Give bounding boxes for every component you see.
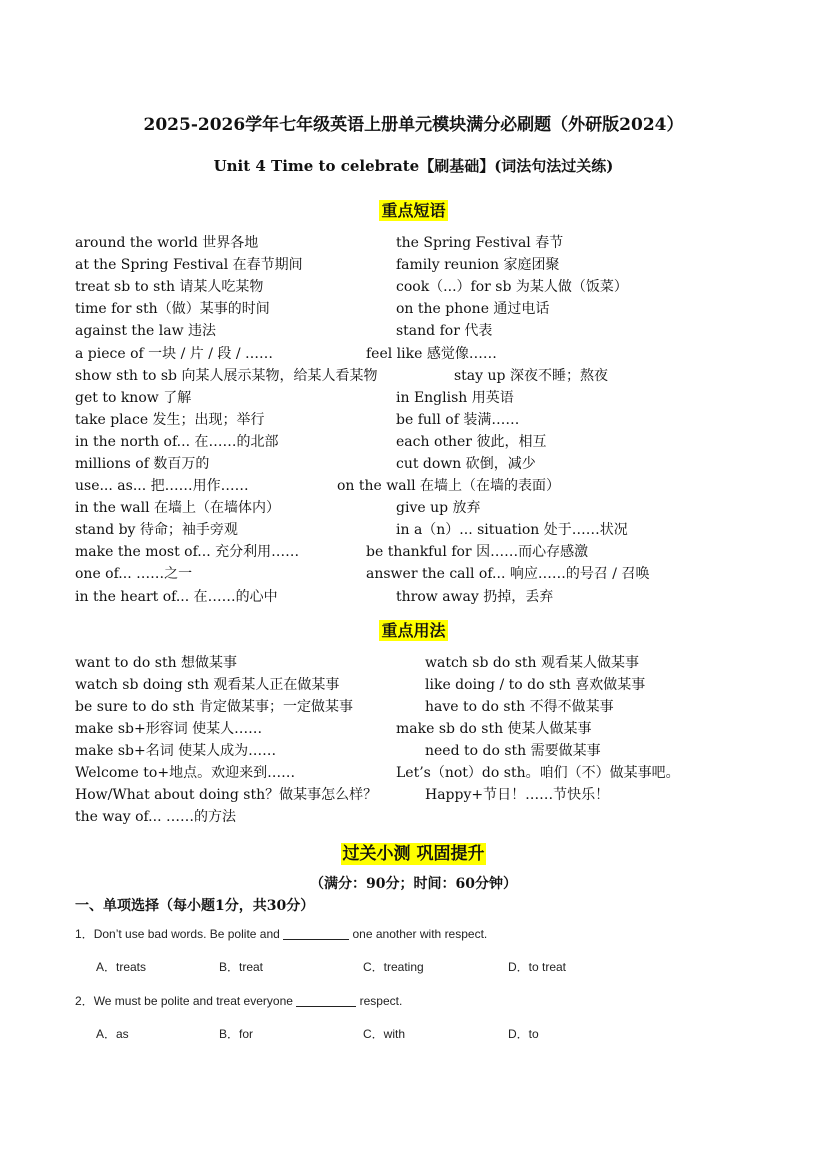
phrase-right: stand for 代表 bbox=[396, 323, 493, 339]
usage-left: want to do sth 想做某事 bbox=[75, 655, 238, 671]
phrase-right: be thankful for 因……而心存感激 bbox=[366, 544, 589, 560]
phrase-right: answer the call of... 响应……的号召 / 召唤 bbox=[366, 566, 650, 582]
question-1 bbox=[75, 925, 487, 942]
phrase-right: in a（n）... situation 处于……状况 bbox=[396, 522, 628, 538]
usage-left: How/What about doing sth？做某事怎么样？ bbox=[75, 787, 378, 803]
phrase-left: around the world 世界各地 bbox=[75, 235, 259, 251]
phrase-right: throw away 扔掉，丢弃 bbox=[396, 589, 554, 605]
phrase-left: make the most of... 充分利用…… bbox=[75, 544, 300, 560]
question-number: 1． bbox=[75, 927, 94, 941]
phrase-right: give up 放弃 bbox=[396, 500, 481, 516]
quiz-heading-wrap bbox=[0, 839, 827, 864]
usages-heading: 重点用法 bbox=[381, 621, 446, 640]
phrase-left: against the law 违法 bbox=[75, 323, 217, 339]
phrase-left: one of... ……之一 bbox=[75, 566, 193, 582]
phrase-left: treat sb to sth 请某人吃某物 bbox=[75, 279, 264, 295]
answer-blank[interactable] bbox=[296, 994, 356, 1007]
question-text-before: We must be polite and treat everyone bbox=[93, 994, 293, 1008]
phrase-right: each other 彼此，相互 bbox=[396, 434, 547, 450]
phrase-right: be full of 装满…… bbox=[396, 412, 520, 428]
usage-right: make sb do sth 使某人做某事 bbox=[396, 721, 592, 737]
usage-left: be sure to do sth 肯定做某事；一定做某事 bbox=[75, 699, 353, 715]
document-subtitle: Unit 4 Time to celebrate【刷基础】(词法句法过关练) bbox=[213, 157, 614, 175]
phrase-right: in English 用英语 bbox=[396, 390, 514, 406]
phrase-right: stay up 深夜不睡；熬夜 bbox=[454, 368, 608, 384]
option-a[interactable]: A．as bbox=[96, 1027, 129, 1041]
phrases-heading: 重点短语 bbox=[381, 201, 446, 220]
option-b[interactable]: B．for bbox=[219, 1027, 254, 1041]
usage-left: make sb+名词 使某人成为…… bbox=[75, 743, 277, 759]
phrase-right: cook（...）for sb 为某人做（饭菜） bbox=[396, 279, 628, 295]
phrase-left: in the wall 在墙上（在墙体内） bbox=[75, 500, 281, 516]
usage-right: Let’s（not）do sth。咱们（不）做某事吧。 bbox=[396, 765, 680, 781]
phrase-left: take place 发生；出现；举行 bbox=[75, 412, 265, 428]
phrase-left: at the Spring Festival 在春节期间 bbox=[75, 257, 303, 273]
usage-right: Happy+节日！……节快乐！ bbox=[425, 787, 610, 803]
phrase-left: get to know 了解 bbox=[75, 390, 192, 406]
phrase-left: time for sth（做）某事的时间 bbox=[75, 301, 270, 317]
usage-right: watch sb do sth 观看某人做某事 bbox=[425, 655, 639, 671]
document-title: 2025-2026学年七年级英语上册单元模块满分必刷题（外研版2024） bbox=[143, 115, 684, 135]
section-title: 一、单项选择（每小题1分，共30分） bbox=[75, 898, 315, 914]
phrase-left: a piece of 一块 / 片 / 段 / …… bbox=[75, 346, 274, 362]
question-text-before: Don’t use bad words. Be polite and bbox=[93, 927, 280, 941]
phrase-right: cut down 砍倒，减少 bbox=[396, 456, 536, 472]
usage-left: watch sb doing sth 观看某人正在做某事 bbox=[75, 677, 340, 693]
usage-right: need to do sth 需要做某事 bbox=[425, 743, 601, 759]
question-2 bbox=[75, 992, 402, 1009]
option-a[interactable]: A．treats bbox=[96, 960, 147, 974]
question-text-after: one another with respect. bbox=[352, 927, 488, 941]
answer-blank[interactable] bbox=[283, 927, 349, 940]
phrase-left: millions of 数百万的 bbox=[75, 456, 210, 472]
phrase-right: on the wall 在墙上（在墙的表面） bbox=[337, 478, 561, 494]
option-d[interactable]: D．to bbox=[508, 1027, 539, 1041]
phrases-heading-wrap bbox=[0, 198, 827, 221]
usage-right: have to do sth 不得不做某事 bbox=[425, 699, 614, 715]
question-number: 2． bbox=[75, 994, 94, 1008]
quiz-meta: （满分：90分；时间：60分钟） bbox=[310, 876, 517, 892]
option-c[interactable]: C．with bbox=[363, 1027, 406, 1041]
phrase-left: use... as... 把……用作…… bbox=[75, 478, 249, 494]
phrase-left: in the heart of... 在……的心中 bbox=[75, 589, 278, 605]
phrase-right: the Spring Festival 春节 bbox=[396, 235, 564, 251]
option-c[interactable]: C．treating bbox=[363, 960, 424, 974]
usage-left: Welcome to+地点。欢迎来到…… bbox=[75, 765, 296, 781]
phrase-right: family reunion 家庭团聚 bbox=[396, 257, 560, 273]
quiz-heading: 过关小测 巩固提升 bbox=[342, 844, 485, 864]
question-text-after: respect. bbox=[359, 994, 403, 1008]
usage-left: make sb+形容词 使某人…… bbox=[75, 721, 263, 737]
phrase-right: on the phone 通过电话 bbox=[396, 301, 550, 317]
phrase-left: stand by 待命；袖手旁观 bbox=[75, 522, 238, 538]
phrase-left: in the north of... 在……的北部 bbox=[75, 434, 279, 450]
phrase-right: feel like 感觉像…… bbox=[366, 346, 497, 362]
option-d[interactable]: D．to treat bbox=[508, 960, 567, 974]
usages-heading-wrap bbox=[0, 618, 827, 641]
phrase-left: show sth to sb 向某人展示某物，给某人看某物 bbox=[75, 368, 378, 384]
usage-left: the way of... ……的方法 bbox=[75, 809, 236, 825]
usage-right: like doing / to do sth 喜欢做某事 bbox=[425, 677, 646, 693]
option-b[interactable]: B．treat bbox=[219, 960, 264, 974]
